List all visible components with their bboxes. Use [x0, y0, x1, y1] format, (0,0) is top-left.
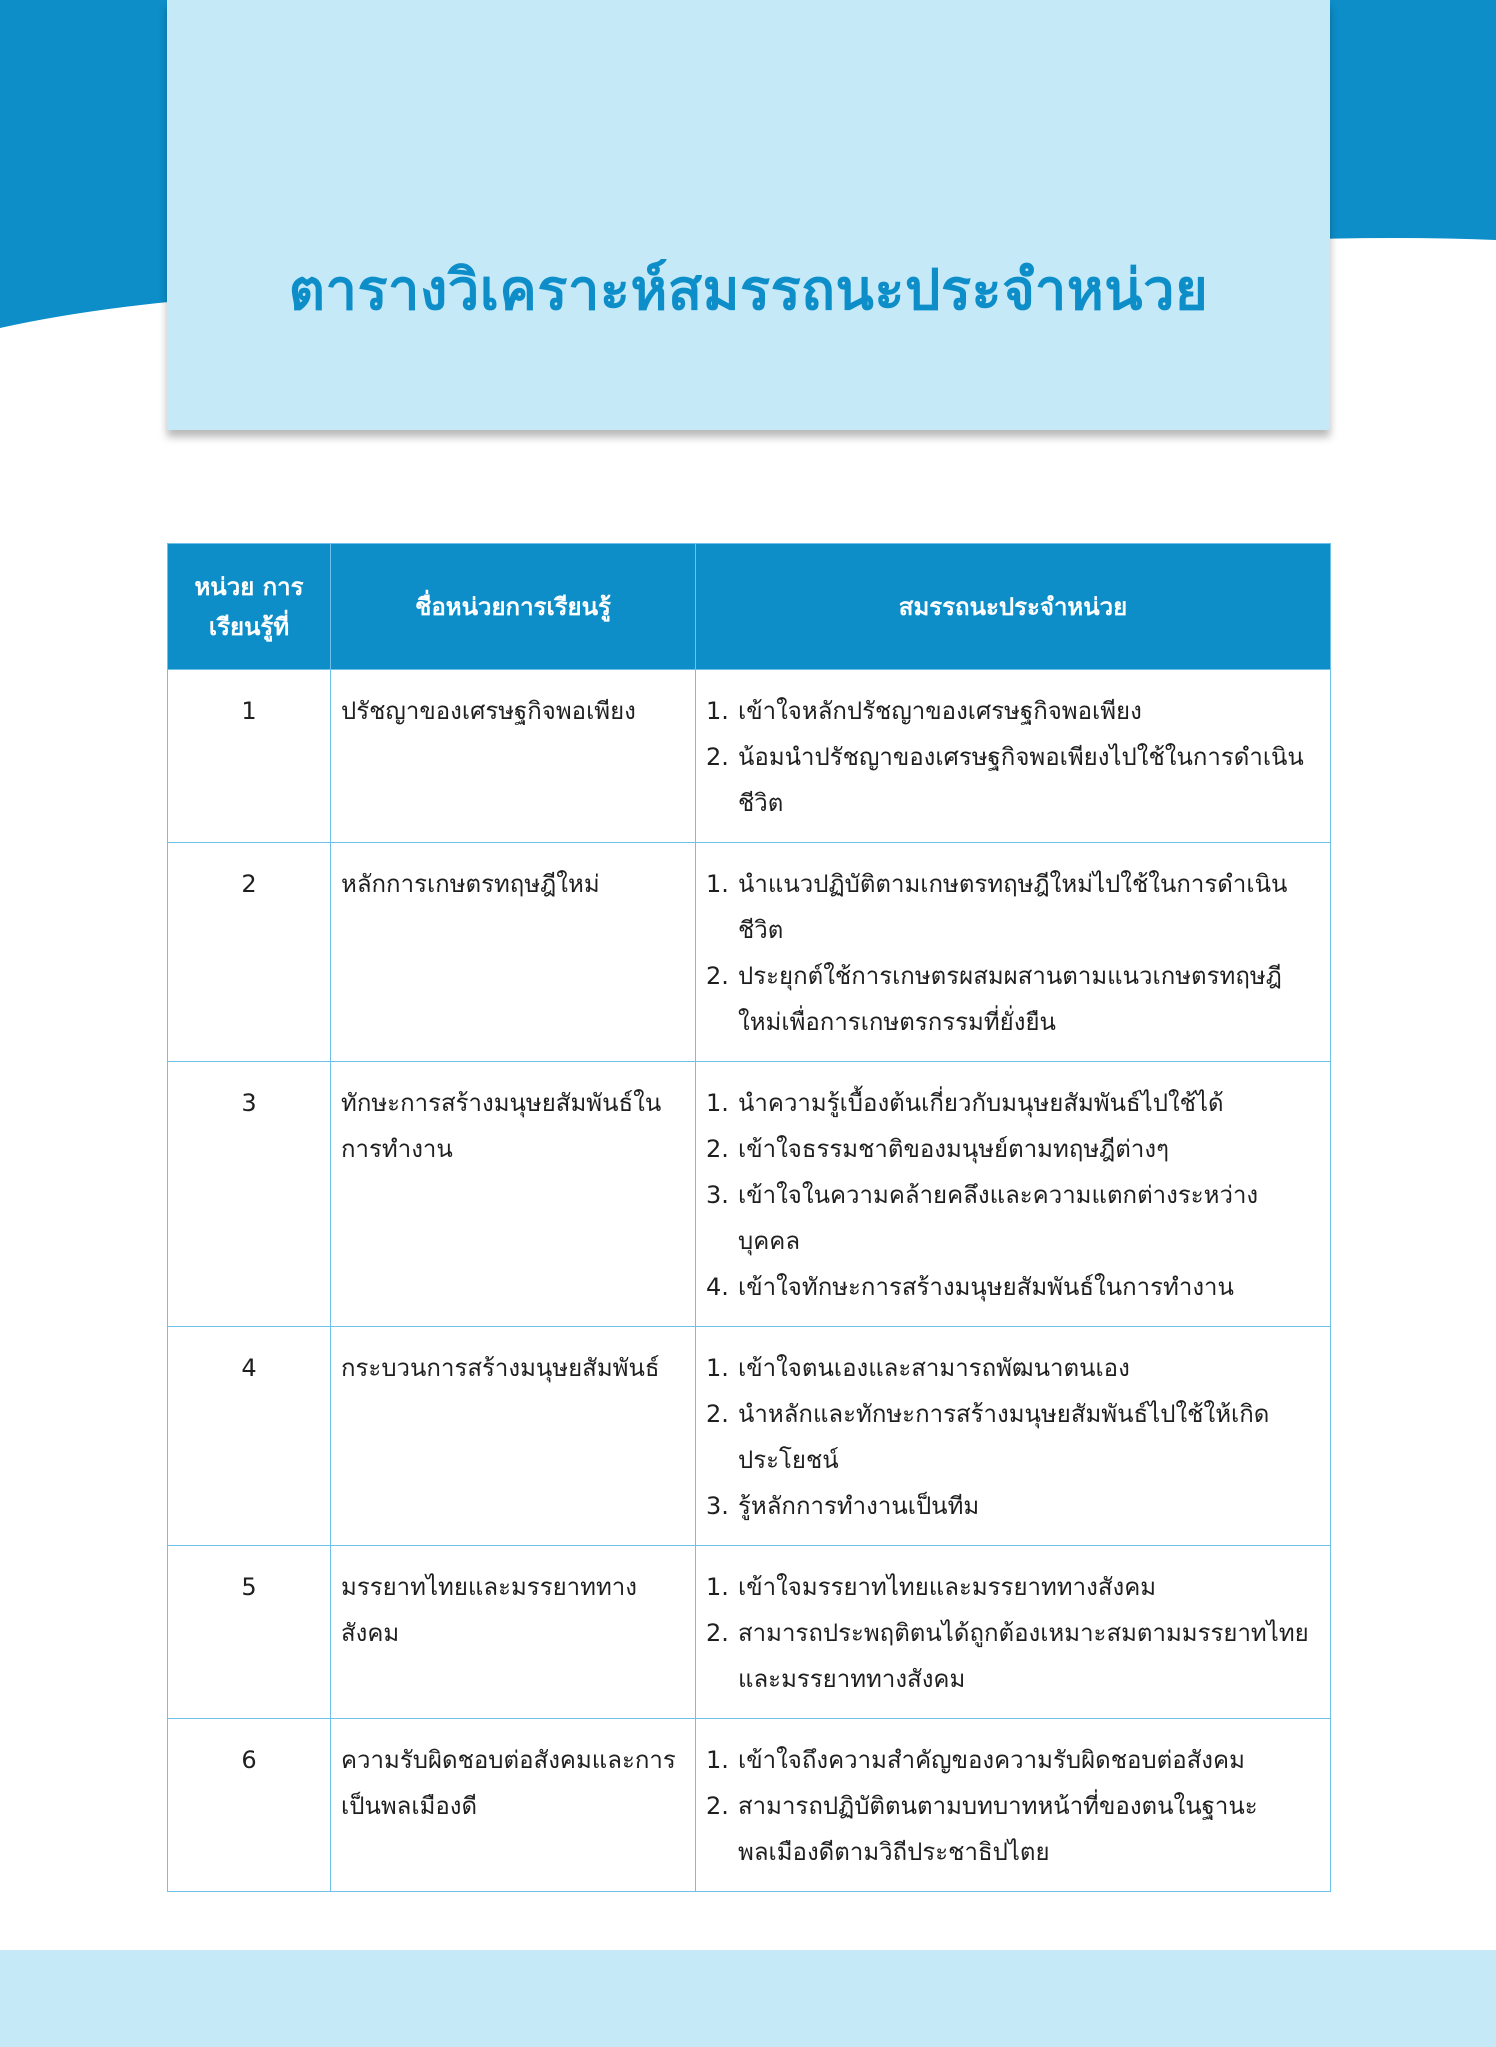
competency-item — [706, 1737, 1320, 1783]
unit-competencies — [696, 843, 1331, 1062]
competency-text: เข้าใจในความคล้ายคลึงและความแตกต่างระหว่างบุคคล — [738, 1181, 1259, 1255]
unit-name: กระบวนการสร้างมนุษยสัมพันธ์ — [331, 1327, 696, 1546]
table-row — [168, 1062, 1331, 1327]
table-row — [168, 1719, 1331, 1892]
competency-item — [706, 1610, 1320, 1702]
unit-number: 1 — [168, 670, 331, 843]
table-row — [168, 1327, 1331, 1546]
competency-number: 1. — [706, 870, 729, 898]
competency-number: 2. — [706, 1135, 729, 1163]
competency-number: 1. — [706, 1573, 729, 1601]
competency-text: นำแนวปฏิบัติตามเกษตรทฤษฎีใหม่ไปใช้ในการดำเนินชีวิต — [738, 870, 1288, 944]
competency-item — [706, 1564, 1320, 1610]
competency-number: 1. — [706, 697, 729, 725]
table-header-row — [168, 544, 1331, 670]
title-banner — [167, 0, 1330, 430]
competency-table — [167, 543, 1331, 1892]
competency-text: เข้าใจหลักปรัชญาของเศรษฐกิจพอเพียง — [738, 697, 1142, 725]
competency-item — [706, 1483, 1320, 1529]
competency-text: เข้าใจธรรมชาติของมนุษย์ตามทฤษฎีต่างๆ — [738, 1135, 1169, 1163]
competency-number: 3. — [706, 1492, 729, 1520]
unit-competencies — [696, 1327, 1331, 1546]
competency-item — [706, 953, 1320, 1045]
competency-text: เข้าใจทักษะการสร้างมนุษยสัมพันธ์ในการทำงาน — [738, 1273, 1234, 1301]
competency-item — [706, 1172, 1320, 1264]
competency-text: เข้าใจมรรยาทไทยและมรรยาททางสังคม — [738, 1573, 1157, 1601]
page-title: ตารางวิเคราะห์สมรรถนะประจำหน่วย — [288, 258, 1209, 323]
table-row — [168, 1546, 1331, 1719]
unit-name: หลักการเกษตรทฤษฎีใหม่ — [331, 843, 696, 1062]
competency-text: เข้าใจถึงความสำคัญของความรับผิดชอบต่อสังคม — [738, 1746, 1245, 1774]
unit-competencies — [696, 1546, 1331, 1719]
competency-number: 1. — [706, 1746, 729, 1774]
footer-band — [0, 1950, 1496, 2047]
competency-text: นำหลักและทักษะการสร้างมนุษยสัมพันธ์ไปใช้ให้เกิดประโยชน์ — [738, 1400, 1270, 1474]
unit-number: 3 — [168, 1062, 331, 1327]
table-row — [168, 670, 1331, 843]
header-unit-name: ชื่อหน่วยการเรียนรู้ — [331, 544, 696, 670]
competency-list — [706, 1345, 1320, 1529]
competency-list — [706, 1080, 1320, 1310]
competency-list — [706, 1564, 1320, 1702]
competency-number: 1. — [706, 1354, 729, 1382]
competency-number: 3. — [706, 1181, 729, 1209]
competency-list — [706, 861, 1320, 1045]
competency-number: 4. — [706, 1273, 729, 1301]
competency-list — [706, 688, 1320, 826]
unit-number: 5 — [168, 1546, 331, 1719]
competency-item — [706, 1264, 1320, 1310]
competency-list — [706, 1737, 1320, 1875]
competency-item — [706, 1345, 1320, 1391]
competency-item — [706, 1080, 1320, 1126]
competency-item — [706, 1391, 1320, 1483]
competency-number: 2. — [706, 962, 729, 990]
unit-name: มรรยาทไทยและมรรยาททางสังคม — [331, 1546, 696, 1719]
table-body — [168, 670, 1331, 1892]
table-row — [168, 843, 1331, 1062]
unit-competencies — [696, 1062, 1331, 1327]
header-unit-number: หน่วย การเรียนรู้ที่ — [168, 544, 331, 670]
competency-number: 1. — [706, 1089, 729, 1117]
unit-name: ปรัชญาของเศรษฐกิจพอเพียง — [331, 670, 696, 843]
competency-item — [706, 1126, 1320, 1172]
competency-text: นำความรู้เบื้องต้นเกี่ยวกับมนุษยสัมพันธ์ไปใช้ได้ — [738, 1089, 1224, 1117]
competency-text: เข้าใจตนเองและสามารถพัฒนาตนเอง — [738, 1354, 1130, 1382]
unit-name: ความรับผิดชอบต่อสังคมและการเป็นพลเมืองดี — [331, 1719, 696, 1892]
unit-number: 6 — [168, 1719, 331, 1892]
competency-number: 2. — [706, 1792, 729, 1820]
competency-item — [706, 734, 1320, 826]
unit-competencies — [696, 670, 1331, 843]
competency-text: สามารถปฏิบัติตนตามบทบาทหน้าที่ของตนในฐานะพลเมืองดีตามวิถีประชาธิปไตย — [738, 1792, 1258, 1866]
competency-number: 2. — [706, 1619, 729, 1647]
unit-number: 4 — [168, 1327, 331, 1546]
competency-item — [706, 861, 1320, 953]
unit-competencies — [696, 1719, 1331, 1892]
competency-item — [706, 688, 1320, 734]
competency-number: 2. — [706, 743, 729, 771]
unit-name: ทักษะการสร้างมนุษยสัมพันธ์ในการทำงาน — [331, 1062, 696, 1327]
competency-item — [706, 1783, 1320, 1875]
competency-number: 2. — [706, 1400, 729, 1428]
competency-text: สามารถประพฤติตนได้ถูกต้องเหมาะสมตามมรรยาทไทยและมรรยาททางสังคม — [738, 1619, 1309, 1693]
header-competency: สมรรถนะประจำหน่วย — [696, 544, 1331, 670]
unit-number: 2 — [168, 843, 331, 1062]
competency-text: รู้หลักการทำงานเป็นทีม — [738, 1492, 980, 1520]
competency-text: น้อมนำปรัชญาของเศรษฐกิจพอเพียงไปใช้ในการดำเนินชีวิต — [738, 743, 1304, 817]
competency-text: ประยุกต์ใช้การเกษตรผสมผสานตามแนวเกษตรทฤษฎีใหม่เพื่อการเกษตรกรรมที่ยั่งยืน — [738, 962, 1282, 1036]
